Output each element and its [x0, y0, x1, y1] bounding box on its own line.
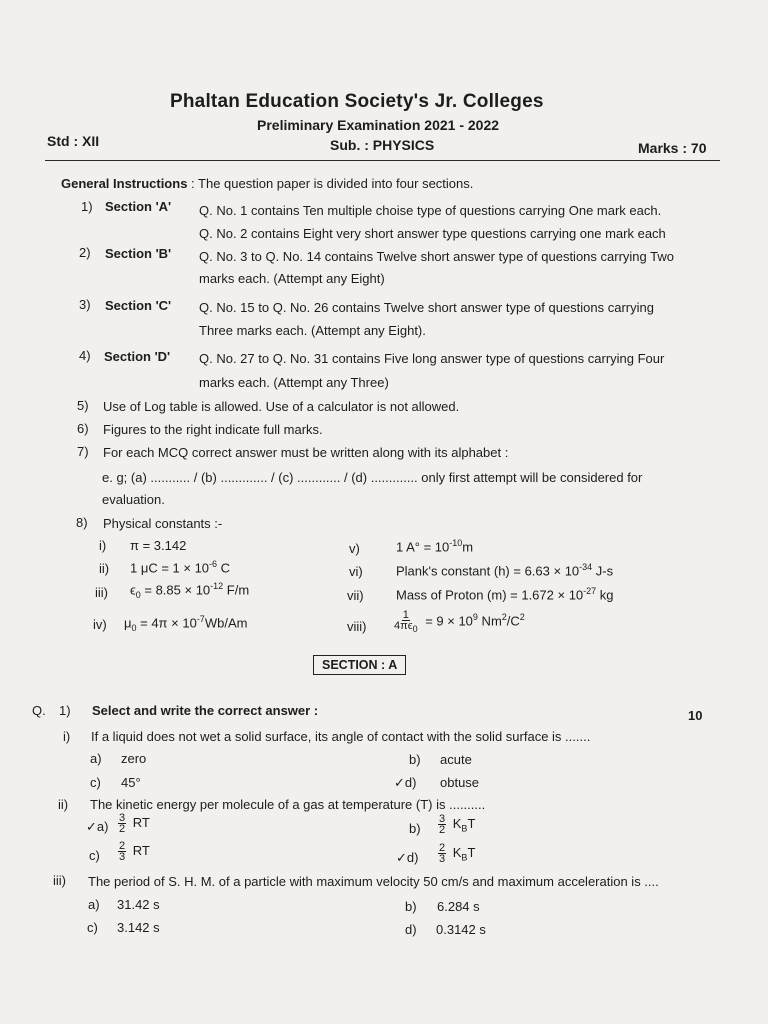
option-text: $\frac{3}{2}$ RT — [119, 812, 150, 835]
const-mu0: $\mu_0 = 4\pi \times 10^{-7}Wb/Am$ — [124, 614, 248, 633]
tick-mark-icon: ✓ — [86, 819, 97, 834]
instr-num: 5) — [77, 398, 89, 413]
option-key: d) — [406, 850, 419, 865]
section-b-line1: Q. No. 3 to Q. No. 14 contains Twelve short answer type of questions carrying Two — [199, 249, 674, 264]
instr-num: 8) — [76, 515, 88, 530]
section-a-line2: Q. No. 2 contains Eight very short answer type questions carrying one mark each — [199, 226, 666, 241]
option-text: 45° — [121, 775, 141, 790]
const-microcoulomb: 1 $\mu C = 1 \times 10^{-6}$ C — [130, 559, 231, 576]
instr-num: 3) — [79, 297, 91, 312]
section-b-line2: marks each. (Attempt any Eight) — [199, 271, 385, 286]
option-text: $\frac{2}{3}$ $K_BT$ — [439, 842, 476, 865]
header-divider — [45, 160, 720, 161]
option-key: a) — [88, 897, 100, 912]
instr-constants: Physical constants :- — [103, 516, 223, 531]
subq-text: If a liquid does not wet a solid surface, its angle of contact with the solid surface is ....... — [91, 729, 591, 744]
instr-num: 7) — [77, 444, 89, 459]
const-num: vi) — [349, 564, 363, 579]
option-item — [86, 819, 108, 835]
const-num: ii) — [99, 561, 110, 576]
college-title: Phaltan Education Society's Jr. Colleges — [170, 91, 544, 112]
question-marks: 10 — [688, 708, 703, 723]
option-text: 6.284 s — [437, 899, 480, 914]
instructions-line — [61, 176, 473, 191]
section-b-label: Section 'B' — [105, 246, 172, 261]
exam-title: Preliminary Examination 2021 - 2022 — [257, 117, 500, 133]
instr-num: 1) — [81, 199, 93, 214]
const-num: v) — [349, 541, 360, 556]
instr-num: 2) — [79, 245, 91, 260]
option-item — [396, 850, 418, 866]
option-key: b) — [409, 752, 421, 767]
instructions-intro: : The question paper is divided into four sections. — [191, 176, 474, 191]
instructions-heading: General Instructions — [61, 176, 188, 191]
section-d-line1: Q. No. 27 to Q. No. 31 contains Five long answer type of questions carrying Four — [199, 351, 665, 366]
option-key: c) — [89, 848, 100, 863]
instr-mcq: For each MCQ correct answer must be written along with its alphabet : — [103, 445, 509, 460]
instr-num: 6) — [77, 421, 89, 436]
option-text: zero — [121, 751, 147, 766]
instr-mcq-example: e. g; (a) ........... / (b) ............. / (c) ............ / (d) ............. only first attempt will be considered for — [102, 470, 643, 485]
const-num: vii) — [347, 588, 364, 603]
option-key: a) — [90, 751, 102, 766]
const-angstrom: 1 $A^\circ = 10^{-10}m$ — [396, 538, 474, 555]
section-c-line2: Three marks each. (Attempt any Eight). — [199, 323, 426, 338]
subject-label: Sub. : PHYSICS — [330, 137, 435, 153]
instr-log-table: Use of Log table is allowed. Use of a calculator is not allowed. — [103, 399, 460, 414]
option-key: d) — [404, 775, 417, 790]
option-key: d) — [405, 922, 417, 937]
const-planck: Plank's constant $(h) = 6.63 \times 10^{-34}$ J-s — [396, 562, 614, 579]
option-key: c) — [90, 775, 101, 790]
const-num: iii) — [95, 585, 108, 600]
option-text: $\frac{3}{2}$ $K_BT$ — [439, 813, 476, 836]
option-text: $\frac{2}{3}$ RT — [119, 840, 150, 863]
section-a-label: Section 'A' — [105, 199, 172, 214]
option-text: 0.3142 s — [436, 922, 486, 937]
tick-mark-icon: ✓ — [394, 775, 405, 790]
option-text: 31.42 s — [117, 897, 160, 912]
section-a-line1: Q. No. 1 contains Ten multiple choise type of questions carrying One mark each. — [199, 203, 662, 218]
option-key: a) — [96, 819, 109, 834]
option-key: c) — [87, 920, 98, 935]
const-proton-mass: Mass of Proton $(m) = 1.672 \times 10^{-27}$ kg — [396, 586, 614, 603]
section-d-label: Section 'D' — [104, 349, 171, 364]
subq-num: ii) — [58, 797, 69, 812]
const-epsilon0: $\epsilon_0 = 8.85 \times 10^{-12}$ F/m — [130, 581, 250, 600]
const-pi: π = 3.142 — [130, 538, 187, 553]
subq-text: The period of S. H. M. of a particle with maximum velocity 50 cm/s and maximum acceleration is .... — [88, 874, 659, 889]
const-num: viii) — [347, 619, 367, 634]
instr-num: 4) — [79, 348, 91, 363]
const-num: iv) — [93, 617, 107, 632]
section-c-line1: Q. No. 15 to Q. No. 26 contains Twelve short answer type of questions carrying — [199, 300, 654, 315]
instr-mcq-example-cont: evaluation. — [102, 492, 165, 507]
instr-figures: Figures to the right indicate full marks. — [103, 422, 323, 437]
tick-mark-icon: ✓ — [396, 850, 407, 865]
section-d-line2: marks each. (Attempt any Three) — [199, 375, 389, 390]
subq-num: i) — [63, 729, 71, 744]
option-text: 3.142 s — [117, 920, 160, 935]
question-number: 1) — [59, 703, 71, 718]
section-c-label: Section 'C' — [105, 298, 172, 313]
const-num: i) — [99, 538, 107, 553]
option-key: b) — [409, 821, 421, 836]
option-text: acute — [440, 752, 472, 767]
question-prefix: Q. — [32, 703, 46, 718]
subq-text: The kinetic energy per molecule of a gas at temperature (T) is .......... — [90, 797, 486, 812]
question-heading: Select and write the correct answer : — [92, 703, 319, 718]
option-item — [394, 775, 416, 791]
option-text: obtuse — [440, 775, 480, 790]
option-key: b) — [405, 899, 417, 914]
const-coulomb: $\frac{1}{4\pi\epsilon_0}$ = $9 \times 10^9$ $Nm^2/C^2$ — [394, 609, 525, 635]
marks-label: Marks : 70 — [638, 140, 707, 156]
subq-num: iii) — [53, 873, 66, 888]
std-label: Std : XII — [47, 133, 100, 149]
section-a-box: SECTION : A — [313, 655, 406, 675]
